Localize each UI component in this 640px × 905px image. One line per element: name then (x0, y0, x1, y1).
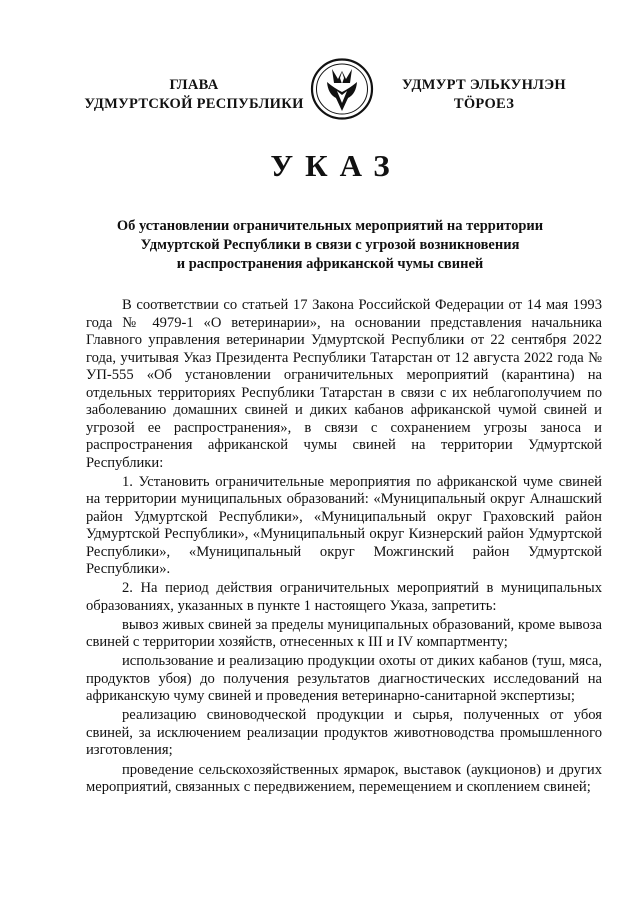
udmurt-coat-of-arms-icon (310, 58, 374, 120)
issuer-udm-line2: ТӦРОЕЗ (453, 96, 515, 112)
subject-line: и распространения африканской чумы свиней (176, 256, 484, 272)
subject-line: Об установлении ограничительных мероприятий на территории (116, 218, 544, 234)
prohibition-item: проведение сельскохозяйственных ярмарок, выставок (аукционов) и других мероприятий, связанных с передвижением, перемещением и скоплением свиней; (86, 761, 602, 796)
document-body (86, 297, 602, 798)
document-subject (80, 217, 580, 274)
document-type: УКАЗ (270, 148, 402, 183)
issuer-ru-line1: ГЛАВА (169, 77, 219, 93)
clause-paragraph: 1. Установить ограничительные мероприятия по африканской чуме свиней на территории муниципальных образований: «Муниципальный округ Алнашский район Удмуртской Республики», «Муниципальный округ Граховский район Удмуртской Республики», «Муниципальный округ Кизнерский район Удмуртской Республики», «Муниципальный округ Можгинский район Удмуртской Республики». (86, 473, 602, 578)
prohibition-item: реализацию свиноводческой продукции и сырья, полученных от убоя свиней, за исключением реализации продуктов животноводства промышленного изготовления; (86, 707, 602, 759)
issuer-ru (80, 76, 308, 114)
preamble-paragraph: В соответствии со статьей 17 Закона Российской Федерации от 14 мая 1993 года № 4979-1 «О ветеринарии», на основании представления начальника Главного управления ветеринарии Удмуртской Республики от 22 сентября 2022 года, учитывая Указ Президента Республики Татарстан от 12 августа 2022 года № УП-555 «Об установлении ограничительных мероприятий (карантина) на отдельных территориях Республики Татарстан в связи с их неблагополучием по заболеванию домашних свиней и диких кабанов африканской чумой свиней и угрозой ее распространения», в связи с сохранением угрозы заноса и распространения африканской чумы свиней на территории Удмуртской Республики: (86, 297, 602, 471)
subject-line: Удмуртской Республики в связи с угрозой возникновения (140, 237, 520, 253)
issuer-udm (398, 76, 570, 114)
prohibition-item: использование и реализацию продукции охоты от диких кабанов (туш, мяса, продуктов убоя) до получения результатов диагностических исследований на африканскую чуму свиней и проведения ветеринарно-санитарной экспертизы; (86, 653, 602, 705)
prohibition-item: вывоз живых свиней за пределы муниципальных образований, кроме вывоза свиней с территории хозяйств, отнесенных к III и IV компартменту; (86, 616, 602, 651)
issuer-udm-line1: УДМУРТ ЭЛЬКУНЛЭН (402, 77, 566, 93)
issuer-ru-line2: УДМУРТСКОЙ РЕСПУБЛИКИ (84, 96, 304, 112)
clause-paragraph: 2. На период действия ограничительных мероприятий в муниципальных образованиях, указанных в пункте 1 настоящего Указа, запретить: (86, 580, 602, 614)
